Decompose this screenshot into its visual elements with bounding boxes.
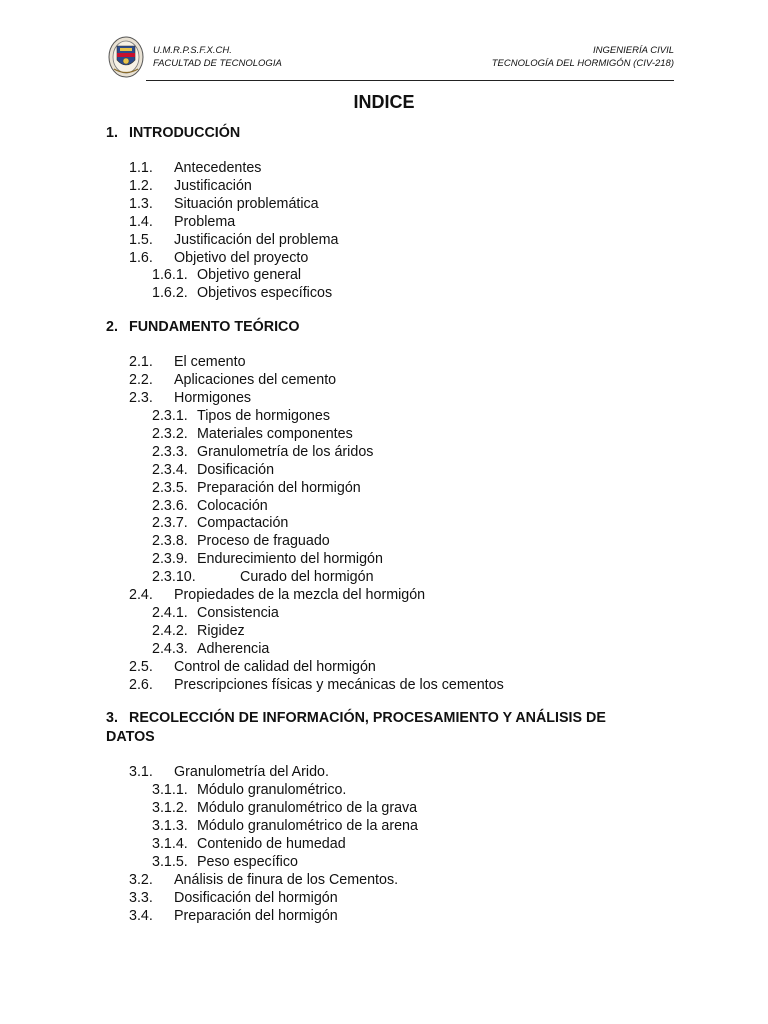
entry-number: 2.4.3. bbox=[152, 640, 188, 657]
toc-subentry bbox=[106, 462, 646, 480]
entry-text: Control de calidad del hormigón bbox=[174, 658, 376, 675]
toc-subentry bbox=[106, 854, 646, 872]
entry-text: Objetivos específicos bbox=[197, 285, 333, 302]
entry-text: Consistencia bbox=[197, 604, 279, 621]
header-faculty: FACULTAD DE TECNOLOGIA bbox=[153, 58, 282, 69]
entry-text: Proceso de fraguado bbox=[197, 533, 330, 550]
toc-entry bbox=[106, 196, 646, 214]
page-title: INDICE bbox=[353, 92, 415, 112]
page-header bbox=[108, 36, 674, 82]
entry-number: 2.3.6. bbox=[152, 497, 188, 514]
university-crest-icon bbox=[108, 36, 144, 78]
toc-subentry bbox=[106, 267, 646, 285]
entry-number: 1.1. bbox=[129, 160, 153, 176]
section-entries bbox=[106, 160, 646, 303]
entry-number: 2.3.2. bbox=[152, 425, 188, 442]
toc-entry bbox=[106, 764, 646, 782]
entry-number: 2.3.8. bbox=[152, 533, 188, 550]
entry-number: 1.6. bbox=[129, 249, 153, 266]
toc-subentry bbox=[106, 408, 646, 426]
entry-text: Peso específico bbox=[197, 854, 298, 870]
toc-entry bbox=[106, 587, 646, 605]
entry-number: 2.2. bbox=[129, 372, 153, 389]
entry-text: Rigidez bbox=[197, 622, 245, 639]
entry-text: Módulo granulométrico de la grava bbox=[197, 800, 418, 817]
entry-number: 1.3. bbox=[129, 195, 153, 212]
entry-text: Situación problemática bbox=[174, 195, 319, 212]
toc-entry bbox=[106, 160, 646, 178]
section-number: 3. bbox=[106, 710, 118, 727]
toc-entry bbox=[106, 214, 646, 232]
entry-text: Granulometría del Arido. bbox=[174, 764, 329, 781]
toc-subentry bbox=[106, 782, 646, 800]
entry-text: Prescripciones físicas y mecánicas de los cementos bbox=[174, 676, 504, 693]
toc-subentry bbox=[106, 498, 646, 516]
toc-entry bbox=[106, 232, 646, 250]
header-subject: TECNOLOGÍA DEL HORMIGÓN (CIV-218) bbox=[491, 58, 674, 69]
entry-number: 1.6.2. bbox=[152, 285, 188, 302]
header-divider bbox=[146, 80, 674, 81]
toc-entry bbox=[106, 390, 646, 408]
entry-number: 2.3. bbox=[129, 390, 153, 407]
section-title: FUNDAMENTO TEÓRICO bbox=[129, 319, 300, 336]
section-title-continued: DATOS bbox=[106, 729, 155, 746]
entry-text: El cemento bbox=[174, 354, 246, 371]
entry-text: Endurecimiento del hormigón bbox=[197, 551, 383, 568]
toc-entry bbox=[106, 890, 646, 908]
entry-number: 2.4.2. bbox=[152, 622, 188, 639]
toc-subentry bbox=[106, 533, 646, 551]
entry-number: 2.6. bbox=[129, 676, 153, 693]
section-number: 2. bbox=[106, 319, 118, 336]
toc-section-3 bbox=[106, 709, 646, 925]
entry-number: 2.3.1. bbox=[152, 407, 188, 424]
toc-entry bbox=[106, 659, 646, 677]
entry-text: Hormigones bbox=[174, 390, 252, 407]
header-course bbox=[492, 44, 674, 70]
entry-number: 3.1.1. bbox=[152, 782, 188, 799]
entry-text: Granulometría de los áridos bbox=[197, 443, 374, 460]
entry-text: Adherencia bbox=[197, 640, 270, 657]
entry-text: Propiedades de la mezcla del hormigón bbox=[174, 587, 426, 604]
entry-number: 3.1.5. bbox=[152, 854, 188, 870]
toc-entry bbox=[106, 872, 646, 890]
toc-subentry bbox=[106, 426, 646, 444]
toc-subentry bbox=[106, 623, 646, 641]
section-entries bbox=[106, 354, 646, 694]
entry-number: 2.3.7. bbox=[152, 515, 188, 532]
toc-subentry bbox=[106, 836, 646, 854]
section-title: RECOLECCIÓN DE INFORMACIÓN, PROCESAMIENTO Y ANÁLISIS DE bbox=[129, 710, 606, 727]
entry-text: Preparación del hormigón bbox=[197, 479, 361, 496]
toc-subentry bbox=[106, 818, 646, 836]
entry-text: Justificación del problema bbox=[174, 231, 339, 248]
entry-text: Tipos de hormigones bbox=[197, 407, 330, 424]
entry-text: Módulo granulométrico de la arena bbox=[197, 818, 418, 835]
entry-number: 3.1.4. bbox=[152, 836, 188, 853]
toc-section-2 bbox=[106, 318, 646, 694]
entry-number: 3.4. bbox=[129, 907, 153, 924]
section-heading bbox=[106, 124, 646, 143]
entry-number: 2.4.1. bbox=[152, 604, 188, 621]
entry-text: Materiales componentes bbox=[197, 425, 353, 442]
entry-number: 3.1. bbox=[129, 764, 153, 781]
entry-text: Colocación bbox=[197, 497, 268, 514]
entry-number: 1.2. bbox=[129, 177, 153, 194]
entry-number: 3.3. bbox=[129, 889, 153, 906]
entry-number: 3.2. bbox=[129, 871, 153, 888]
entry-number: 2.3.4. bbox=[152, 461, 188, 478]
entry-text: Análisis de finura de los Cementos. bbox=[174, 871, 399, 888]
toc-entry bbox=[106, 908, 646, 926]
entry-number: 2.4. bbox=[129, 587, 153, 604]
entry-number: 2.3.5. bbox=[152, 479, 188, 496]
toc-subentry bbox=[106, 569, 646, 587]
section-entries bbox=[106, 764, 646, 925]
entry-number: 2.3.10. bbox=[152, 569, 196, 586]
header-institution bbox=[153, 44, 282, 70]
toc-section-1 bbox=[106, 124, 646, 303]
toc-entry bbox=[106, 250, 646, 268]
header-university: U.M.R.P.S.F.X.CH. bbox=[153, 45, 232, 56]
entry-number: 2.1. bbox=[129, 354, 153, 371]
toc-entry bbox=[106, 677, 646, 695]
section-title: INTRODUCCIÓN bbox=[129, 125, 241, 141]
entry-number: 2.5. bbox=[129, 658, 153, 675]
toc-entry bbox=[106, 372, 646, 390]
toc-subentry bbox=[106, 285, 646, 303]
table-of-contents bbox=[106, 124, 646, 941]
section-number: 1. bbox=[106, 125, 118, 141]
entry-text: Justificación bbox=[174, 177, 252, 194]
entry-number: 2.3.9. bbox=[152, 551, 188, 568]
entry-number: 1.6.1. bbox=[152, 267, 188, 284]
entry-text: Aplicaciones del cemento bbox=[174, 372, 337, 389]
toc-subentry bbox=[106, 605, 646, 623]
toc-subentry bbox=[106, 551, 646, 569]
toc-subentry bbox=[106, 480, 646, 498]
entry-number: 3.1.2. bbox=[152, 800, 188, 817]
entry-text: Dosificación bbox=[197, 461, 275, 478]
toc-entry bbox=[106, 178, 646, 196]
toc-subentry bbox=[106, 444, 646, 462]
toc-entry bbox=[106, 354, 646, 372]
entry-text: Contenido de humedad bbox=[197, 836, 346, 853]
section-heading bbox=[106, 318, 646, 337]
entry-text: Curado del hormigón bbox=[240, 569, 374, 586]
entry-text: Módulo granulométrico. bbox=[197, 782, 347, 799]
entry-text: Antecedentes bbox=[174, 160, 262, 176]
toc-subentry bbox=[106, 641, 646, 659]
entry-text: Compactación bbox=[197, 515, 289, 532]
entry-text: Problema bbox=[174, 213, 236, 230]
entry-text: Dosificación del hormigón bbox=[174, 889, 338, 906]
entry-number: 3.1.3. bbox=[152, 818, 188, 835]
entry-number: 1.4. bbox=[129, 213, 153, 230]
toc-subentry bbox=[106, 515, 646, 533]
entry-number: 1.5. bbox=[129, 231, 153, 248]
section-heading bbox=[106, 709, 646, 747]
entry-text: Objetivo general bbox=[197, 267, 302, 284]
toc-subentry bbox=[106, 800, 646, 818]
header-department: INGENIERÍA CIVIL bbox=[593, 45, 674, 56]
entry-text: Objetivo del proyecto bbox=[174, 249, 309, 266]
entry-text: Preparación del hormigón bbox=[174, 907, 338, 924]
entry-number: 2.3.3. bbox=[152, 443, 188, 460]
